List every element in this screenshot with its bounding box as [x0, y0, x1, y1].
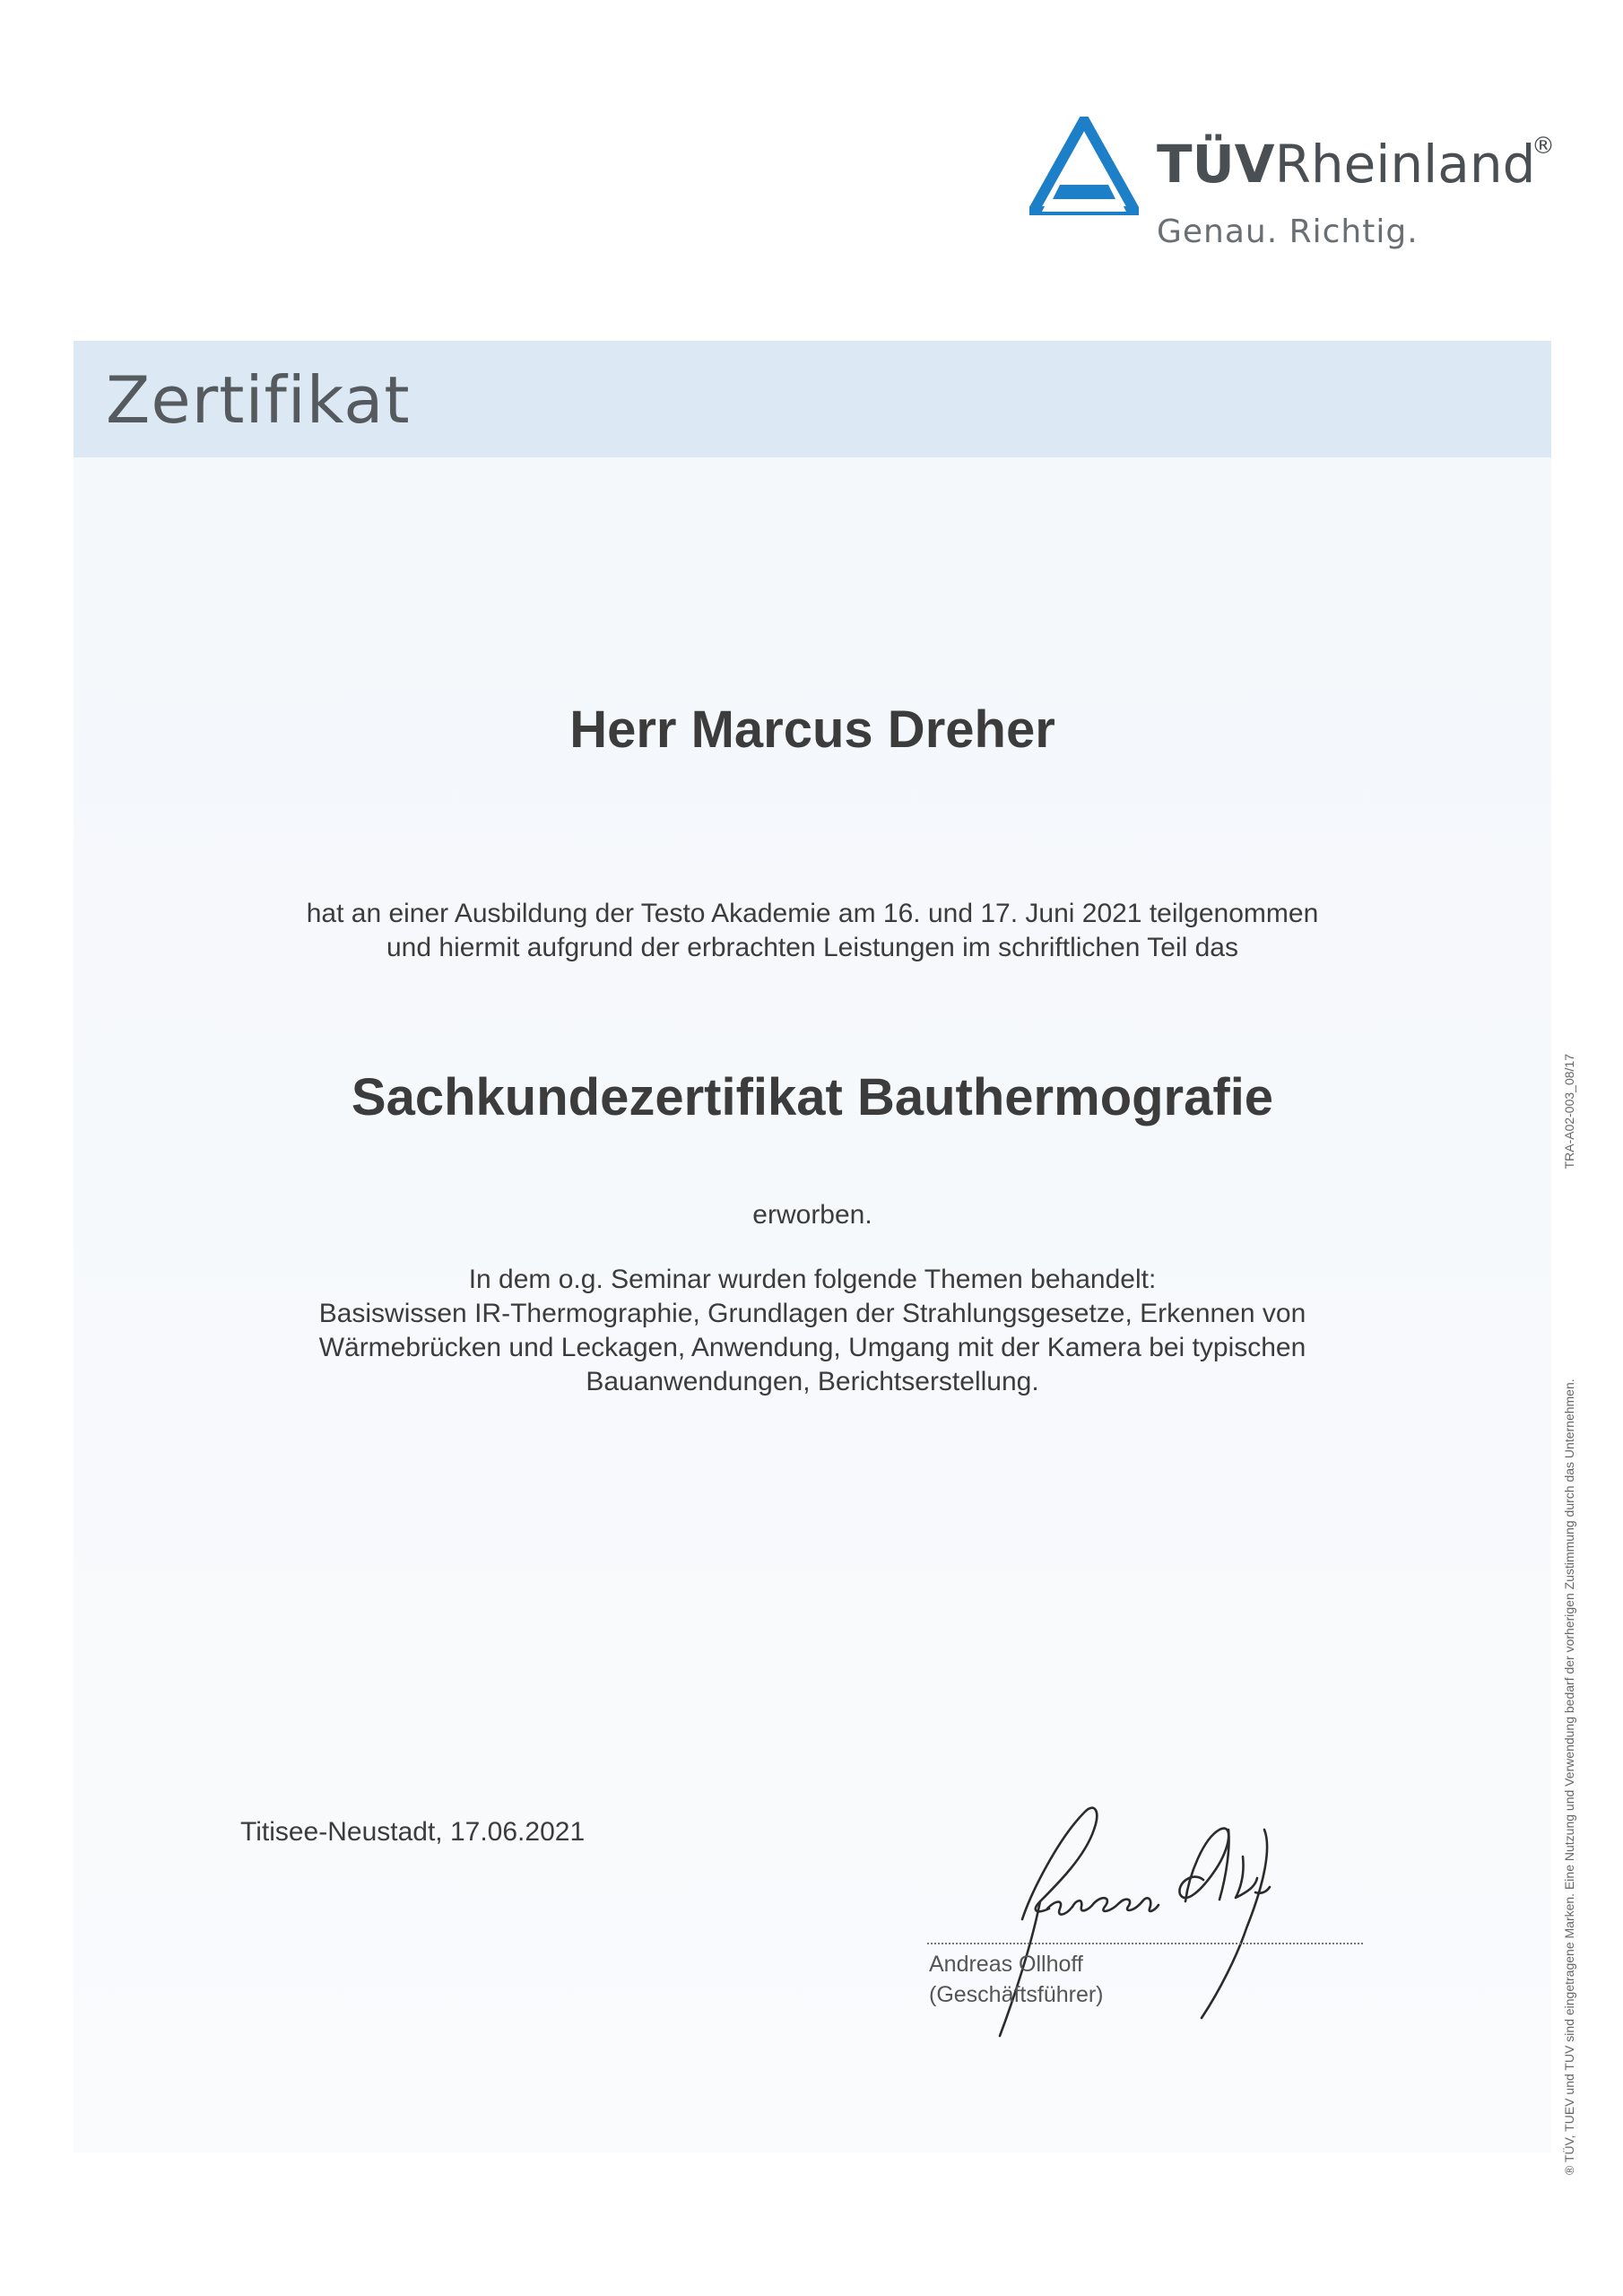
seminar-topics	[74, 1263, 1551, 1399]
topics-line: Bauanwendungen, Berichtserstellung.	[586, 1367, 1039, 1396]
participation-line: und hiermit aufgrund der erbrachten Leistungen im schriftlichen Teil das	[386, 933, 1238, 962]
certificate-heading: Zertifikat	[106, 362, 411, 438]
side-note-text	[1562, 1054, 1576, 2175]
tuv-rheinland-logo	[1029, 117, 1567, 260]
signature-line	[927, 1943, 1363, 1944]
topics-line: Wärmebrücken und Leckagen, Anwendung, Umgang mit der Kamera bei typischen	[318, 1333, 1306, 1362]
recipient-name: Herr Marcus Dreher	[569, 700, 1055, 759]
form-code: TRA-A02-003_08/17	[1562, 1054, 1576, 1170]
signer-role: (Geschäftsführer)	[929, 1982, 1104, 2007]
logo-brand-regular: Rheinland	[1274, 134, 1536, 195]
logo-tagline: Genau. Richtig.	[1157, 213, 1419, 250]
registered-mark: ®	[1532, 133, 1555, 160]
place-and-date: Titisee-Neustadt, 17.06.2021	[240, 1817, 586, 1847]
side-legal-note	[1562, 1054, 1584, 2175]
participation-line: hat an einer Ausbildung der Testo Akademie am 16. und 17. Juni 2021 teilgenommen	[306, 899, 1319, 928]
signer-name: Andreas Ollhoff	[929, 1952, 1083, 1977]
certificate-body-panel	[74, 341, 1551, 2152]
certificate-title: Sachkundezertifikat Bauthermografie	[351, 1068, 1274, 1126]
participation-text	[74, 897, 1551, 965]
acquired-text: erworben.	[752, 1200, 872, 1230]
tuv-triangle-logo-icon	[1029, 117, 1139, 215]
trademark-notice: ® TÜV, TUEV und TUV sind eingetragene Marken. Eine Nutzung und Verwendung bedarf der vorherigen Zustimmung durch das Unternehmen.	[1562, 1378, 1576, 2175]
logo-brand-bold: TÜV	[1157, 134, 1275, 195]
topics-line: Basiswissen IR-Thermographie, Grundlagen der Strahlungsgesetze, Erkennen von	[318, 1299, 1306, 1328]
logo-brand-name	[1157, 134, 1536, 195]
topics-line: In dem o.g. Seminar wurden folgende Themen behandelt:	[468, 1265, 1157, 1294]
